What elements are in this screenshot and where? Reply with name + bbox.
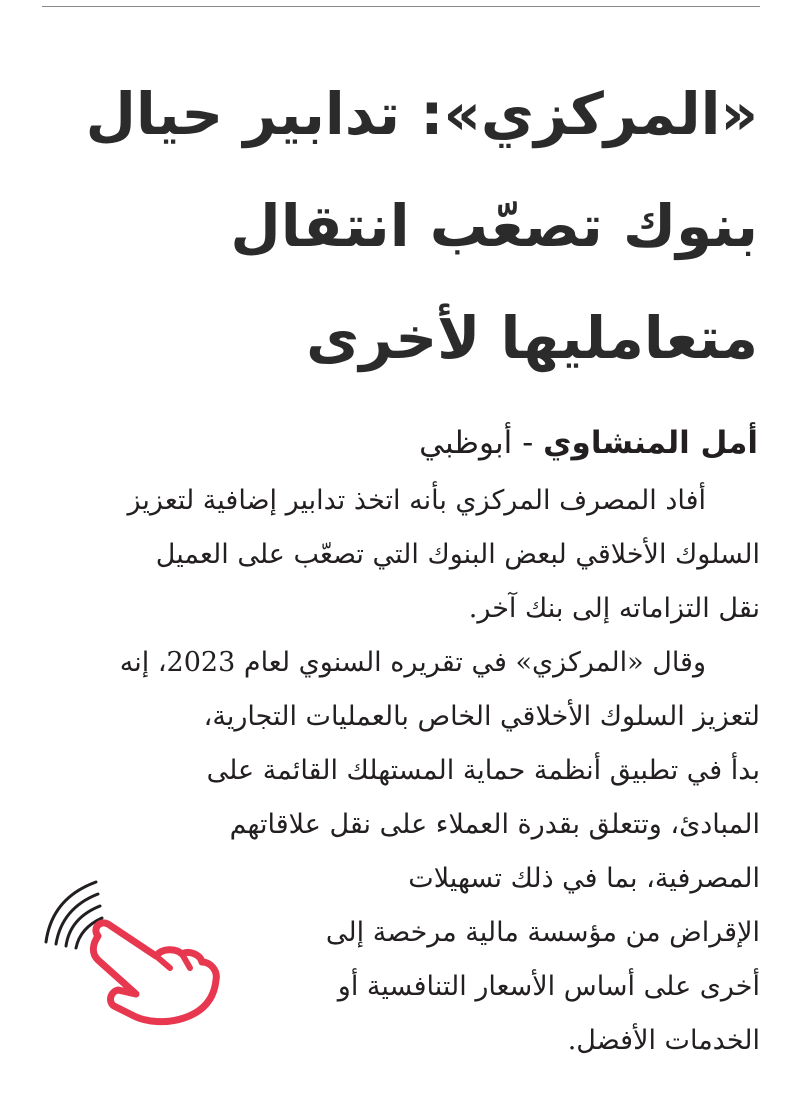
hand-shape xyxy=(93,923,216,1022)
body-line: أفاد المصرف المركزي بأنه اتخذ تدابير إضافية لتعزيز xyxy=(127,485,706,516)
body-line: نقل التزاماته إلى بنك آخر. xyxy=(468,593,760,624)
body-line: لتعزيز السلوك الأخلاقي الخاص بالعمليات التجارية، xyxy=(203,701,760,732)
author-name: أمل المنشاوي xyxy=(543,425,758,461)
body-line: وقال «المركزي» في تقريره السنوي لعام 2023، إنه xyxy=(119,647,706,678)
body-line: الخدمات الأفضل. xyxy=(567,1025,760,1056)
body-line: أخرى على أساس الأسعار التنافسية أو xyxy=(337,971,760,1002)
headline-line-3: متعامليها لأخرى xyxy=(306,304,758,372)
pointing-hand-icon xyxy=(38,872,226,1032)
byline xyxy=(40,418,758,468)
body-line: الإقراض من مؤسسة مالية مرخصة إلى xyxy=(325,917,760,948)
body-line: بدأ في تطبيق أنظمة حماية المستهلك القائمة على xyxy=(206,755,760,786)
top-divider xyxy=(42,6,760,7)
dateline-location: أبوظبي xyxy=(419,425,513,461)
body-line: المبادئ، وتتعلق بقدرة العملاء على نقل علاقاتهم xyxy=(229,809,760,840)
body-line: المصرفية، بما في ذلك تسهيلات xyxy=(408,863,760,894)
headline-line-2: بنوك تصعّب انتقال xyxy=(230,192,758,260)
headline xyxy=(40,58,758,394)
body-line: السلوك الأخلاقي لبعض البنوك التي تصعّب على العميل xyxy=(155,539,760,570)
byline-separator: - xyxy=(512,425,544,461)
headline-line-1: «المركزي»: تدابير حيال xyxy=(85,80,758,148)
